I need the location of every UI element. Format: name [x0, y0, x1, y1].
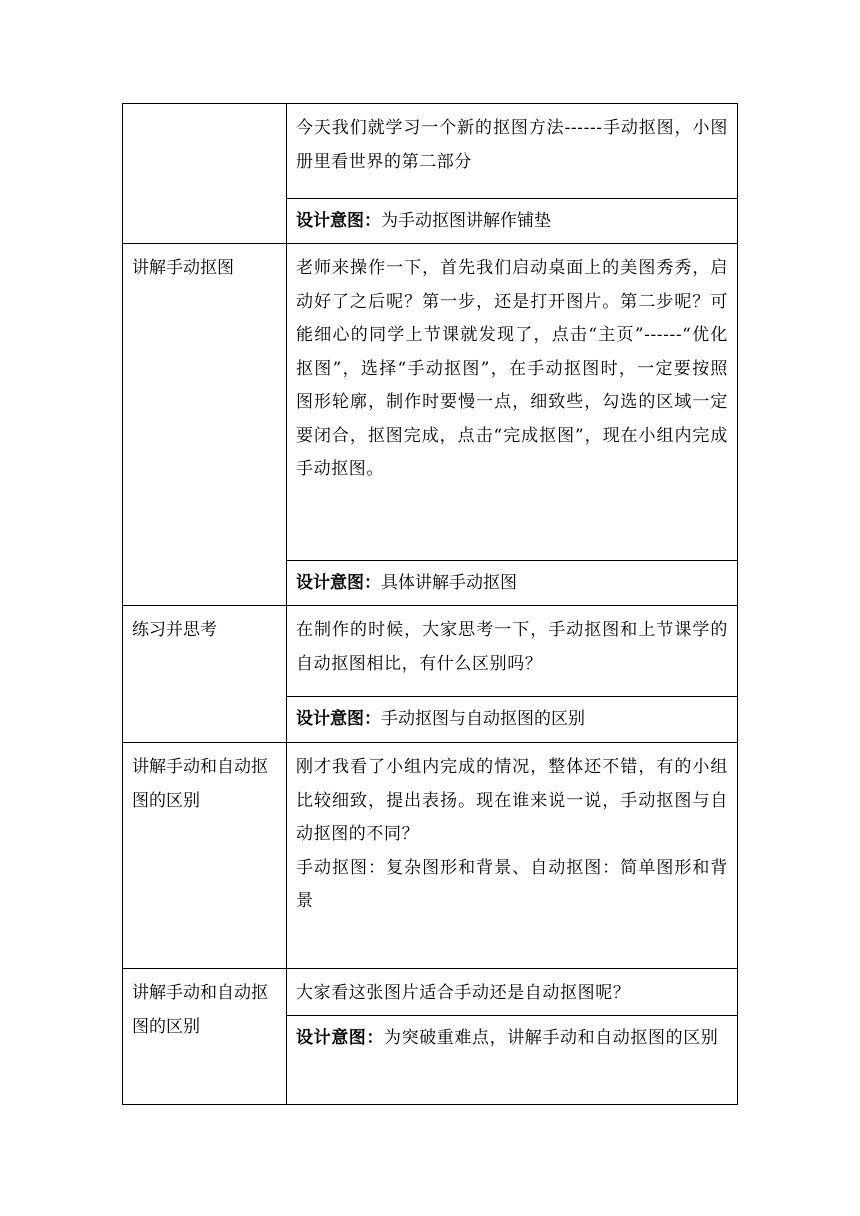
design-intent-text: 为手动抠图讲解作铺垫: [381, 211, 551, 231]
stage-cell: [123, 606, 287, 743]
design-intent-cell: [287, 561, 738, 606]
content-text: 手动抠图：复杂图形和背景、自动抠图：简单图形和背景: [296, 857, 728, 911]
design-intent-label: 设计意图：: [296, 211, 381, 231]
stage-label: 讲解手动和自动抠图的区别: [132, 983, 268, 1037]
content-cell: [287, 743, 738, 969]
stage-cell: [123, 244, 287, 606]
stage-label: 讲解手动抠图: [132, 258, 234, 278]
content-text: 老师来操作一下，首先我们启动桌面上的美图秀秀，启动好了之后呢？第一步，还是打开图片。第二步呢？可能细心的同学上节课就发现了，点击“主页”------“优化抠图”，选择“手动抠图”，在手动抠图时，一定要按照图形轮廓，制作时要慢一点，细致些，勾选的区域一定要闭合，抠图完成，点击“完成抠图”，现在小组内完成手动抠图。: [296, 258, 728, 479]
content-cell: [287, 244, 738, 561]
content-cell: [287, 969, 738, 1016]
design-intent-label: 设计意图：: [296, 1028, 384, 1048]
content-cell: [287, 104, 738, 199]
content-text: 大家看这张图片适合手动还是自动抠图呢？: [296, 983, 631, 1003]
content-cell: [287, 606, 738, 697]
content-text: 在制作的时候，大家思考一下，手动抠图和上节课学的自动抠图相比，有什么区别吗？: [296, 620, 728, 674]
design-intent-label: 设计意图：: [296, 709, 381, 729]
stage-cell: [123, 743, 287, 969]
stage-label: 练习并思考: [132, 620, 217, 640]
content-text: 今天我们就学习一个新的抠图方法------手动抠图，小图册里看世界的第二部分: [296, 118, 728, 172]
table-row: [123, 969, 738, 1016]
stage-label: 讲解手动和自动抠图的区别: [132, 757, 268, 811]
stage-cell: [123, 104, 287, 244]
design-intent-text: 为突破重难点，讲解手动和自动抠图的区别: [384, 1028, 719, 1048]
design-intent-cell: [287, 1016, 738, 1105]
design-intent-cell: [287, 697, 738, 743]
design-intent-text: 手动抠图与自动抠图的区别: [381, 709, 585, 729]
table-row: [123, 743, 738, 969]
stage-cell: [123, 969, 287, 1105]
lesson-plan-table: [122, 103, 738, 1105]
design-intent-cell: [287, 199, 738, 244]
design-intent-label: 设计意图：: [296, 573, 381, 593]
table-row: [123, 244, 738, 561]
table-row: [123, 606, 738, 697]
content-text: 刚才我看了小组内完成的情况，整体还不错，有的小组比较细致，提出表扬。现在谁来说一说，手动抠图与自动抠图的不同？: [296, 757, 728, 844]
table-row: [123, 104, 738, 199]
design-intent-text: 具体讲解手动抠图: [381, 573, 517, 593]
